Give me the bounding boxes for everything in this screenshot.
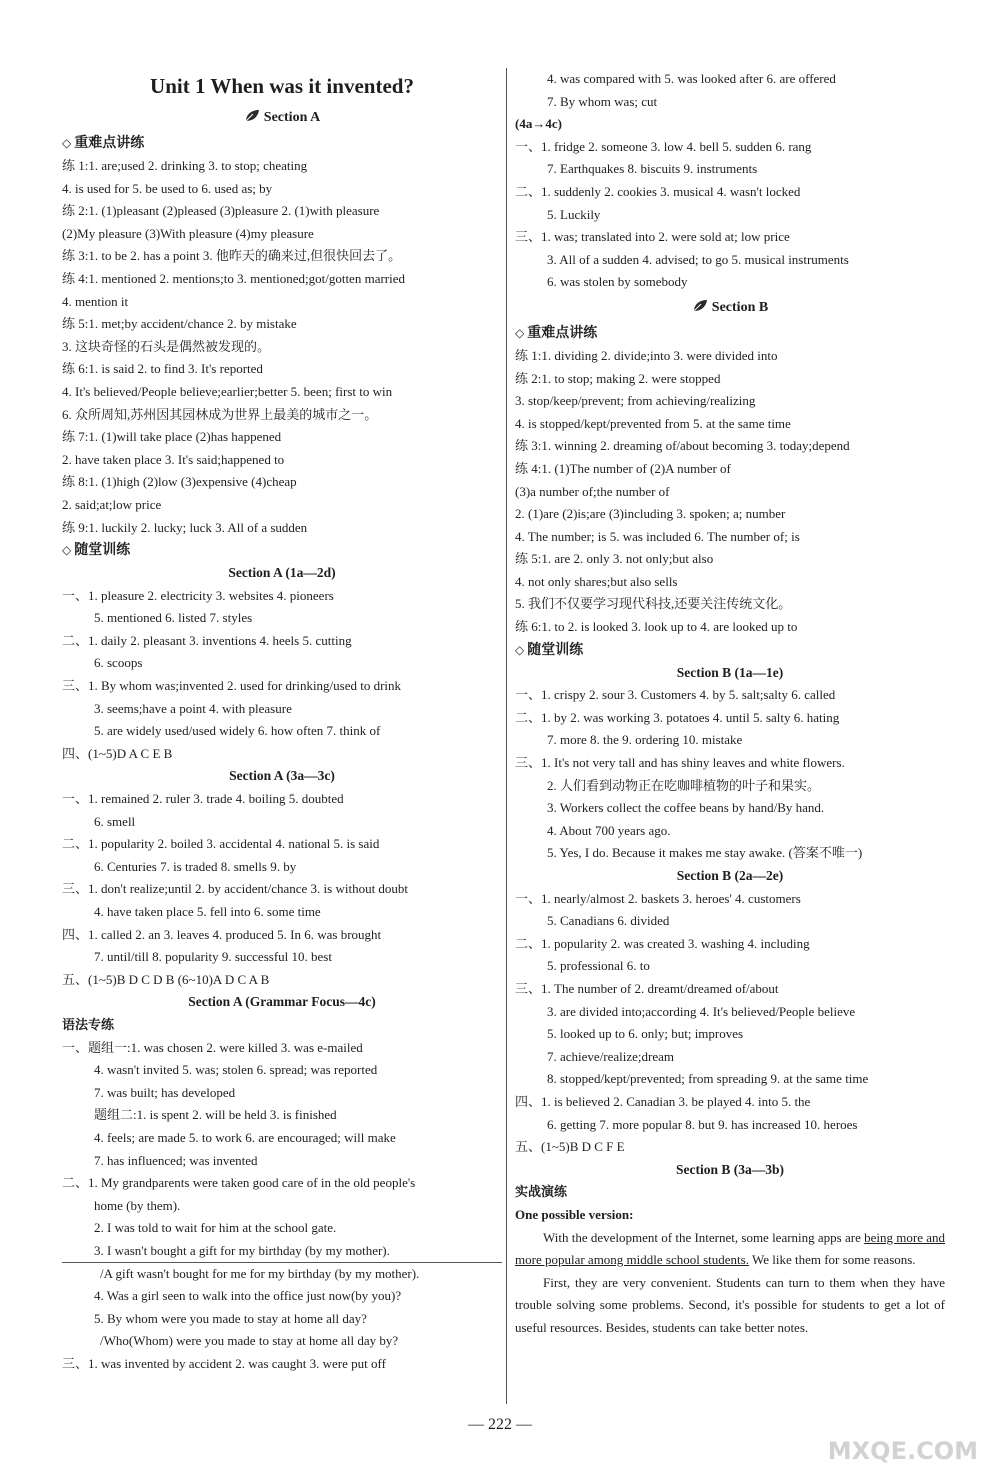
leaf-icon [244, 109, 260, 123]
answer-line: 2. I was told to wait for him at the school gate. [94, 1220, 337, 1236]
category-heading-label: 随堂训练 [527, 641, 584, 658]
answer-line: 8. stopped/kept/prevented; from spreading 9. at the same time [547, 1071, 869, 1087]
answer-line: /A gift wasn't bought for me for my birthday (by my mother). [100, 1265, 420, 1281]
page-number: — 222 — [468, 1416, 532, 1433]
answer-line: 四、(1~5)D A C E B [62, 745, 173, 761]
answer-line: 练 2:1. to stop; making 2. were stopped [515, 370, 721, 386]
answer-line: 6. was stolen by somebody [547, 274, 688, 290]
answer-line: 4. It's believed/People believe;earlier;better 5. been; first to win [62, 383, 393, 399]
category-heading [515, 639, 945, 662]
answer-line: /Who(Whom) were you made to stay at home all day by? [100, 1333, 399, 1349]
answer-line: 三、1. was; translated into 2. were sold at; low price [515, 229, 790, 245]
answer-line: 四、1. is believed 2. Canadian 3. be played 4. into 5. the [515, 1093, 811, 1109]
answer-line: (2)My pleasure (3)With pleasure (4)my pleasure [62, 225, 314, 241]
answer-line: 三、1. It's not very tall and has shiny leaves and white flowers. [515, 755, 845, 771]
answer-line: 4. is used for 5. be used to 6. used as; by [62, 180, 273, 196]
subsection-heading: Section A (Grammar Focus—4c) [188, 994, 376, 1010]
bold-label: 实战演练 [515, 1184, 568, 1200]
answer-line: 5. Luckily [547, 206, 601, 222]
answer-line: 7. By whom was; cut [547, 93, 658, 109]
answer-line: home (by them). [94, 1197, 181, 1213]
answer-line: 4. About 700 years ago. [547, 822, 671, 838]
answer-line: 3. are divided into;according 4. It's believed/People believe [547, 1003, 856, 1019]
section-heading [515, 294, 945, 322]
answer-line: 4. was compared with 5. was looked after 6. are offered [547, 71, 836, 86]
watermark-logo: MXQE.COM [827, 1437, 978, 1465]
answer-line: 3. All of a sudden 4. advised; to go 5. musical instruments [547, 251, 849, 267]
answer-line: 三、1. don't realize;until 2. by accident/chance 3. is without doubt [62, 881, 409, 897]
section-heading [62, 104, 502, 132]
leaf-icon [692, 299, 708, 313]
subsection-heading: Section A (1a—2d) [228, 565, 336, 581]
answer-line: 4. mention it [62, 293, 129, 309]
answer-line: 4. have taken place 5. fell into 6. some time [94, 904, 321, 919]
answer-line: 2. have taken place 3. It's said;happened to [62, 451, 285, 467]
subsection-heading: Section B (3a—3b) [676, 1161, 784, 1177]
answer-line: 7. achieve/realize;dream [547, 1048, 675, 1064]
subsection-heading: Section B (1a—1e) [676, 664, 784, 680]
answer-line: 三、1. was invented by accident 2. was caught 3. were put off [62, 1355, 386, 1371]
answer-line: 2. said;at;low price [62, 496, 162, 512]
answer-line: 练 6:1. is said 2. to find 3. It's reported [62, 361, 263, 377]
answer-line: 5. professional 6. to [547, 958, 650, 974]
answer-line: 7. has influenced; was invented [94, 1152, 258, 1168]
answer-line: 练 2:1. (1)pleasant (2)pleased (3)pleasure 2. (1)with pleasure [62, 203, 380, 219]
essay-paragraph [515, 1227, 945, 1272]
answer-line: 练 5:1. are 2. only 3. not only;but also [515, 551, 714, 567]
answer-line: 3. stop/keep/prevent; from achieving/realizing [515, 393, 756, 409]
bold-label: (4a→4c) [515, 116, 562, 132]
answer-line: 4. The number; is 5. was included 6. The number of; is [515, 528, 800, 544]
answer-line: 一、1. fridge 2. someone 3. low 4. bell 5. sudden 6. rang [515, 138, 812, 154]
answer-line: 练 4:1. mentioned 2. mentions;to 3. mentioned;got/gotten married [62, 270, 406, 286]
answer-line: 5. mentioned 6. listed 7. styles [94, 610, 253, 626]
subsection-heading: Section A (3a—3c) [229, 768, 335, 784]
answer-line: 练 8:1. (1)high (2)low (3)expensive (4)cheap [62, 474, 297, 490]
answer-line: 一、1. remained 2. ruler 3. trade 4. boiling 5. doubted [62, 791, 344, 807]
answer-line: 7. was built; has developed [94, 1084, 236, 1100]
answer-line: 练 9:1. luckily 2. lucky; luck 3. All of a sudden [62, 519, 308, 535]
answer-line: 练 6:1. to 2. is looked 3. look up to 4. are looked up to [515, 619, 798, 635]
answer-line: 5. Yes, I do. Because it makes me stay awake. (答案不唯一) [547, 845, 863, 861]
essay-paragraph: First, they are very convenient. Students can turn to them when they have trouble solving some problems. Second, it's possible for students to get a lot of useful resources. Besides, students can take better notes. [515, 1274, 945, 1335]
answer-line: 5. looked up to 6. only; but; improves [547, 1026, 744, 1042]
answer-line: 6. Centuries 7. is traded 8. smells 9. by [94, 858, 297, 874]
subsection-heading: Section B (2a—2e) [676, 868, 784, 883]
essay-text: With the development of the Internet, some learning apps are [543, 1229, 865, 1245]
answer-line: 7. more 8. the 9. ordering 10. mistake [547, 732, 743, 748]
answer-line: 练 3:1. winning 2. dreaming of/about becoming 3. today;depend [515, 438, 850, 454]
answer-line: 练 1:1. are;used 2. drinking 3. to stop; cheating [62, 158, 308, 173]
answer-line: 练 4:1. (1)The number of (2)A number of [515, 460, 731, 476]
answer-line: 3. I wasn't bought a gift for my birthday (by my mother). [94, 1242, 390, 1258]
answer-line: 7. until/till 8. popularity 9. successful 10. best [94, 949, 332, 965]
category-heading [515, 322, 945, 345]
answer-line: 6. 众所周知,苏州因其园林成为世界上最美的城市之一。 [62, 406, 378, 422]
answer-line: (3)a number of;the number of [515, 483, 670, 499]
answer-line: 4. wasn't invited 5. was; stolen 6. spread; was reported [94, 1062, 378, 1078]
diamond-icon: ◇ [515, 325, 525, 340]
section-heading-label: Section B [711, 299, 769, 315]
answer-line: 四、1. called 2. an 3. leaves 4. produced 5. In 6. was brought [62, 926, 382, 942]
answer-line: 二、1. My grandparents were taken good care of in the old people's [62, 1175, 416, 1191]
bold-label: One possible version: [515, 1206, 634, 1222]
answer-line: 五、(1~5)B D C F E [515, 1139, 625, 1155]
category-heading-label: 随堂训练 [74, 542, 131, 559]
answer-line: 二、1. daily 2. pleasant 3. inventions 4. heels 5. cutting [62, 632, 352, 648]
answer-line: 一、1. crispy 2. sour 3. Customers 4. by 5. salt;salty 6. called [515, 687, 836, 703]
diamond-icon: ◇ [62, 543, 72, 558]
answer-line: 练 1:1. dividing 2. divide;into 3. were divided into [515, 347, 778, 363]
answer-line: 2. (1)are (2)is;are (3)including 3. spoken; a; number [515, 506, 786, 522]
unit-title: Unit 1 When was it invented? [150, 74, 414, 98]
answer-line: 二、1. by 2. was working 3. potatoes 4. until 5. salty 6. hating [515, 709, 840, 725]
answer-line: 3. seems;have a point 4. with pleasure [94, 700, 292, 716]
answer-line: 练 3:1. to be 2. has a point 3. 他昨天的确来过,但很快回去了。 [62, 248, 402, 264]
answer-line: 二、1. suddenly 2. cookies 3. musical 4. wasn't locked [515, 183, 801, 199]
answer-line: 五、(1~5)B D C D B (6~10)A D C A B [62, 971, 270, 987]
answer-line: 4. not only shares;but also sells [515, 573, 678, 589]
answer-line: 一、题组一:1. was chosen 2. were killed 3. was e-mailed [62, 1039, 363, 1055]
answer-line: 5. 我们不仅要学习现代科技,还要关注传统文化。 [515, 596, 792, 612]
essay-underlined-text: being more and more popular among middle school students. [515, 1229, 945, 1268]
answer-line: 2. 人们看到动物正在吃咖啡植物的叶子和果实。 [547, 777, 821, 793]
answer-line: 6. smell [94, 813, 136, 829]
answer-line: 二、1. popularity 2. was created 3. washing 4. including [515, 935, 810, 951]
answer-line: 题组二:1. is spent 2. will be held 3. is finished [94, 1107, 337, 1123]
answer-line: 7. Earthquakes 8. biscuits 9. instruments [547, 161, 758, 177]
answer-line: 一、1. pleasure 2. electricity 3. websites 4. pioneers [62, 587, 334, 603]
diamond-icon: ◇ [62, 136, 72, 150]
category-heading [62, 539, 502, 562]
diamond-icon: ◇ [515, 642, 525, 657]
answer-line: 3. Workers collect the coffee beans by hand/By hand. [547, 800, 825, 816]
answer-line: 二、1. popularity 2. boiled 3. accidental 4. national 5. is said [62, 836, 380, 852]
bold-label: 语法专练 [62, 1016, 115, 1032]
essay-text: We like them for some reasons. [748, 1252, 916, 1268]
answer-line: 三、1. By whom was;invented 2. used for drinking/used to drink [62, 678, 402, 694]
answer-line: 三、1. The number of 2. dreamt/dreamed of/about [515, 980, 779, 996]
answer-line: 4. feels; are made 5. to work 6. are encouraged; will make [94, 1129, 396, 1145]
answer-line: 4. is stopped/kept/prevented from 5. at the same time [515, 415, 791, 431]
category-heading-label: 重难点讲练 [527, 324, 598, 341]
category-heading [62, 132, 502, 155]
answer-line: 一、1. nearly/almost 2. baskets 3. heroes' 4. customers [515, 890, 801, 906]
answer-line: 练 7:1. (1)will take place (2)has happened [62, 429, 282, 445]
left-column [62, 68, 502, 1375]
answer-line: 5. Canadians 6. divided [547, 913, 670, 929]
column-divider [506, 68, 507, 1404]
right-column [515, 68, 945, 1339]
answer-line: 6. scoops [94, 655, 143, 671]
answer-line: 4. Was a girl seen to walk into the office just now(by you)? [94, 1288, 402, 1304]
category-heading-label: 重难点讲练 [74, 135, 145, 151]
answer-line: 3. 这块奇怪的石头是偶然被发现的。 [62, 338, 271, 354]
answer-line: 练 5:1. met;by accident/chance 2. by mistake [62, 316, 297, 332]
answer-line: 5. are widely used/used widely 6. how often 7. think of [94, 723, 381, 739]
section-heading-label: Section A [263, 110, 321, 125]
answer-line: 5. By whom were you made to stay at home all day? [94, 1310, 367, 1326]
answer-line: 6. getting 7. more popular 8. but 9. has increased 10. heroes [547, 1116, 858, 1132]
